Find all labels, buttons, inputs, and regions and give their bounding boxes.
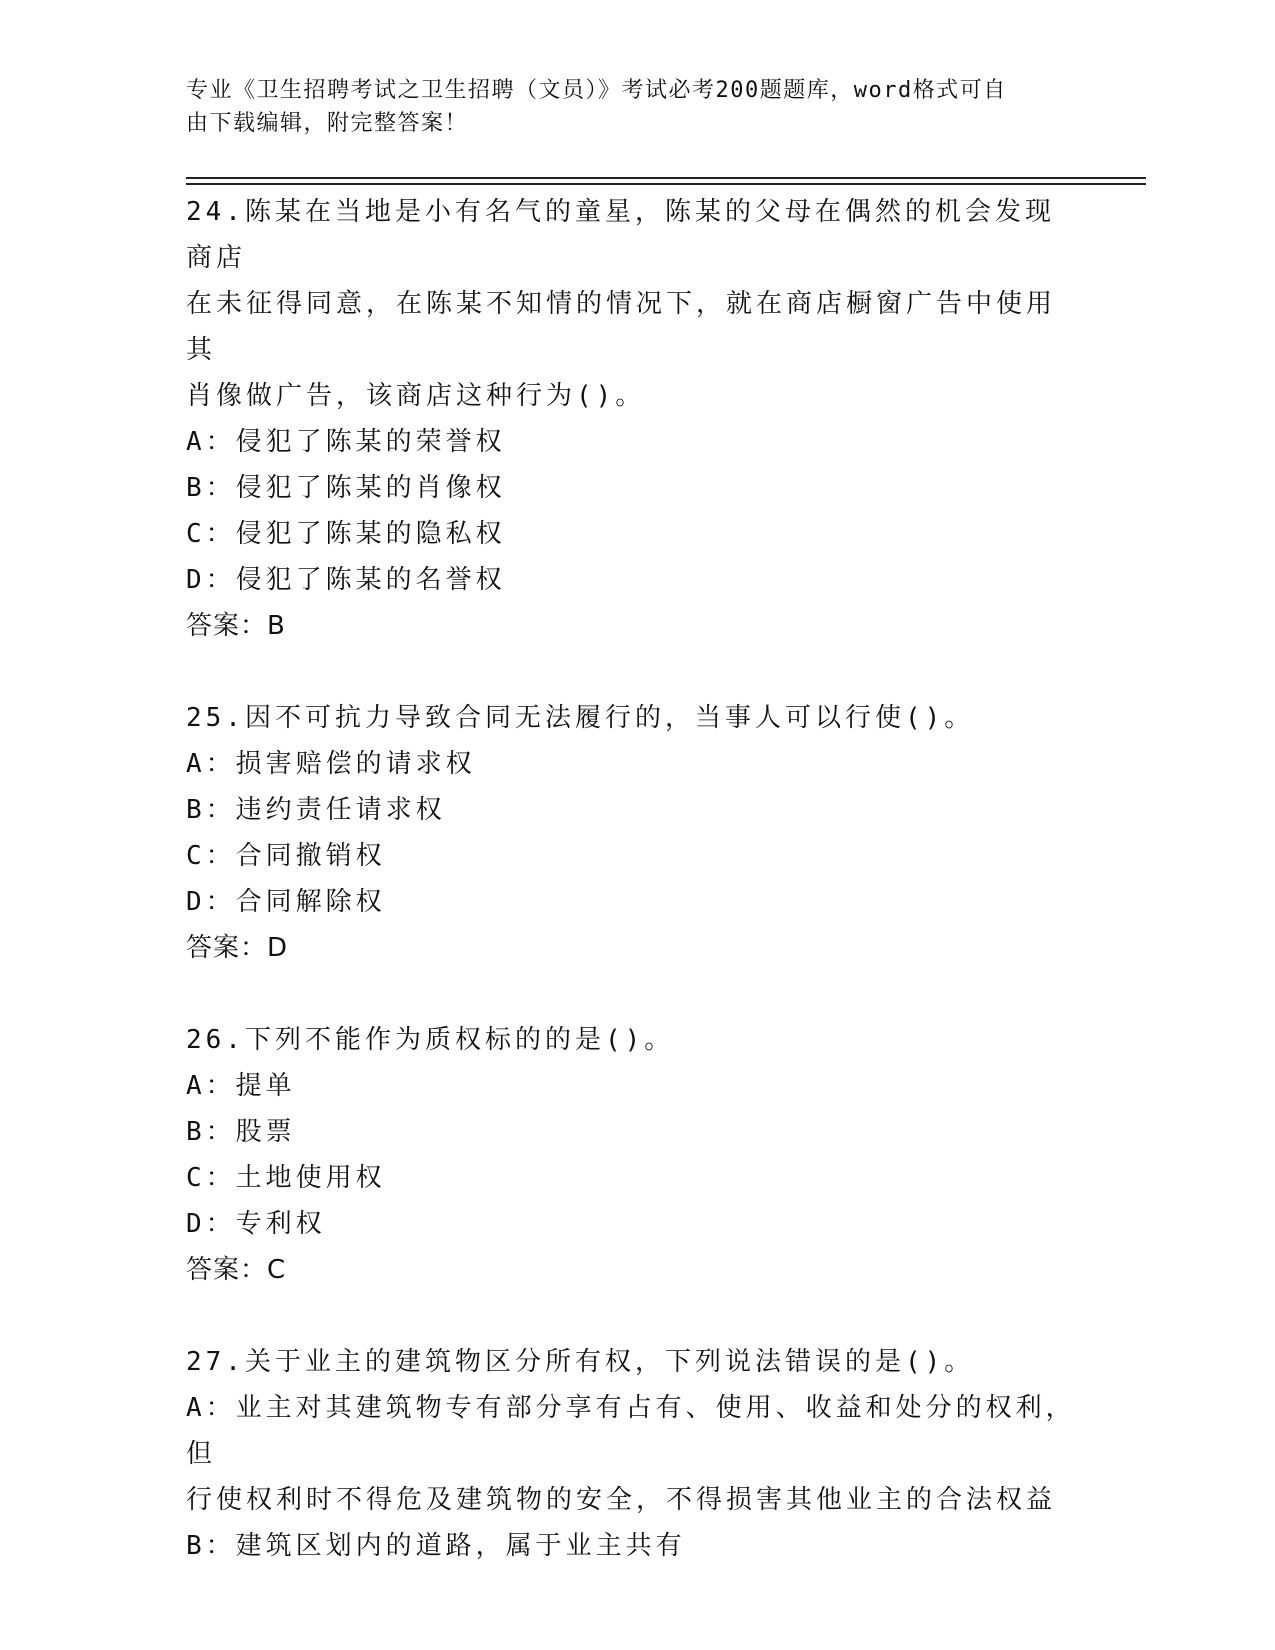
option-c: C：土地使用权	[186, 1163, 386, 1193]
option-a-continued: 行使权利时不得危及建筑物的安全，不得损害其他业主的合法权益	[186, 1485, 1057, 1515]
header-divider-bottom	[186, 183, 1146, 185]
option-b: B：侵犯了陈某的肖像权	[186, 473, 506, 503]
question-stem-line: 肖像做广告，该商店这种行为()。	[186, 381, 646, 411]
option-b: B：建筑区划内的道路，属于业主共有	[186, 1531, 686, 1561]
question-list	[186, 189, 1076, 1569]
answer-label: 答案：C	[186, 1255, 287, 1285]
question-stem-line: 26.下列不能作为质权标的的是()。	[186, 1025, 675, 1055]
option-c: C：侵犯了陈某的隐私权	[186, 519, 506, 549]
question-stem-line: 25.因不可抗力导致合同无法履行的，当事人可以行使()。	[186, 703, 975, 733]
option-b: B：股票	[186, 1117, 296, 1147]
question-stem-line: 24.陈某在当地是小有名气的童星，陈某的父母在偶然的机会发现商店	[186, 197, 1055, 273]
option-d: D：专利权	[186, 1209, 326, 1239]
option-a: A：业主对其建筑物专有部分享有占有、使用、收益和处分的权利，但	[186, 1393, 1076, 1469]
option-a: A：损害赔偿的请求权	[186, 749, 476, 779]
option-b: B：违约责任请求权	[186, 795, 446, 825]
header-line-1: 专业《卫生招聘考试之卫生招聘（文员）》考试必考200题题库，word格式可自	[186, 78, 1007, 103]
option-a: A：侵犯了陈某的荣誉权	[186, 427, 506, 457]
option-c: C：合同撤销权	[186, 841, 386, 871]
header-divider-top	[186, 177, 1146, 179]
option-d: D：合同解除权	[186, 887, 386, 917]
answer-label: 答案：D	[186, 933, 289, 963]
answer-label: 答案：B	[186, 611, 286, 641]
header-line-2: 由下载编辑，附完整答案！	[186, 111, 469, 136]
option-a: A：提单	[186, 1071, 296, 1101]
question-stem-line: 27.关于业主的建筑物区分所有权，下列说法错误的是()。	[186, 1347, 975, 1377]
question-stem-line: 在未征得同意，在陈某不知情的情况下，就在商店橱窗广告中使用其	[186, 289, 1057, 365]
question-24	[186, 189, 1076, 649]
question-27	[186, 1339, 1076, 1569]
question-25	[186, 695, 1076, 971]
option-d: D：侵犯了陈某的名誉权	[186, 565, 506, 595]
document-header	[186, 74, 1066, 140]
question-26	[186, 1017, 1076, 1293]
